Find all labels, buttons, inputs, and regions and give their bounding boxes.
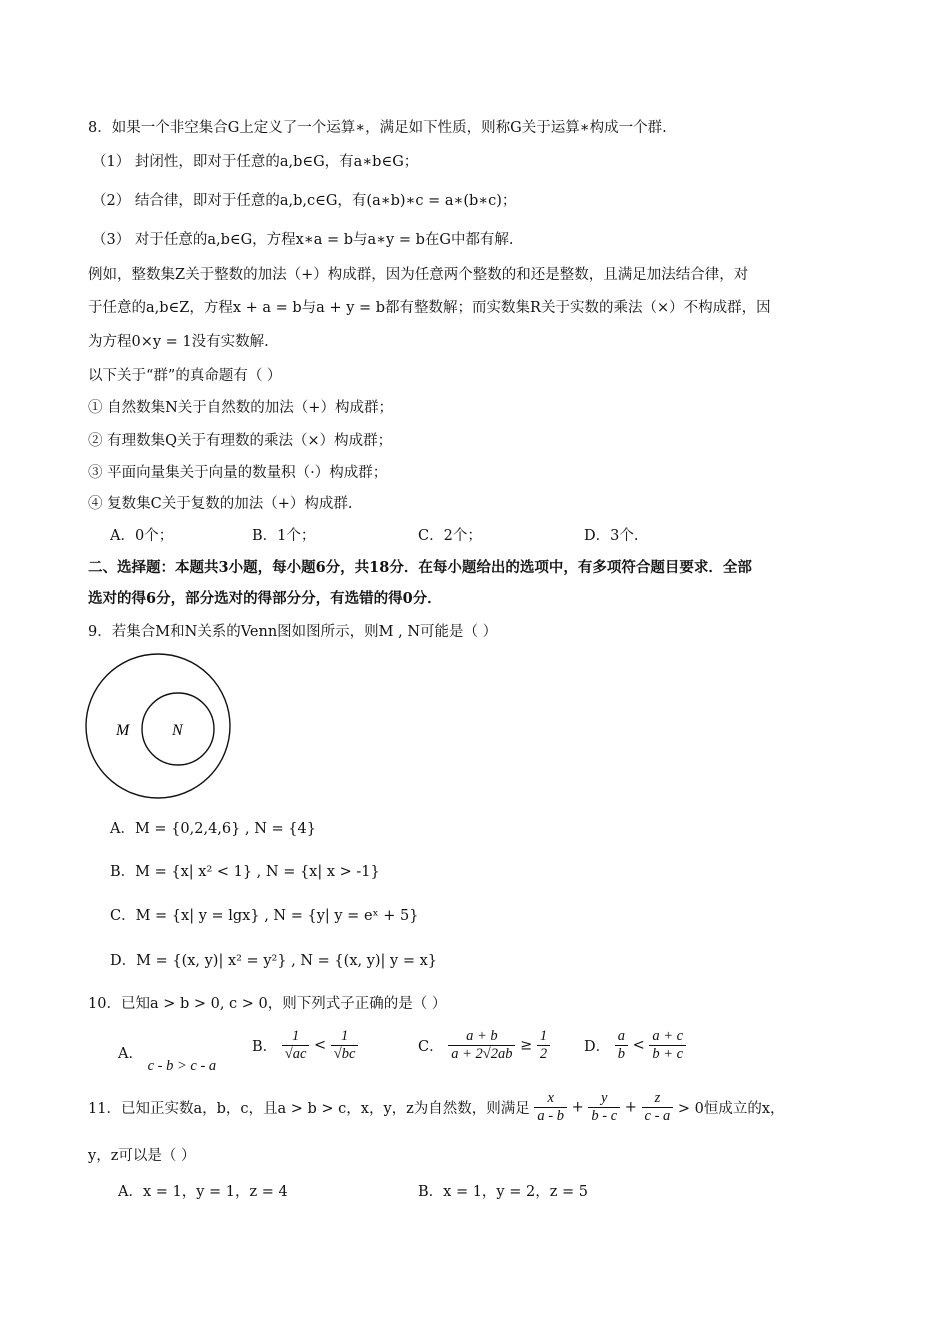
q11-plus-1: + [571, 1099, 584, 1116]
q9-option-d[interactable]: D．M = {(x, y)| x² = y²} , N = {(x, y)| y = x} [110, 953, 438, 969]
q8-option-a[interactable]: A．0个； [110, 528, 174, 544]
venn-label-n: N [172, 722, 183, 739]
q8-option-b[interactable]: B．1个； [252, 528, 316, 544]
q11-fraction-2 [588, 1090, 620, 1125]
venn-outer-circle [86, 654, 230, 798]
q10-option-b-left-fraction [282, 1028, 310, 1063]
q9-option-b[interactable]: B．M = {x| x² < 1} , N = {x| x > -1} [110, 864, 380, 880]
q8-option-d[interactable]: D．3个. [584, 528, 639, 544]
q10-option-b[interactable] [252, 1028, 358, 1063]
q11-plus-2: + [624, 1099, 637, 1116]
q11-fraction-1 [534, 1090, 567, 1125]
q9-option-c[interactable]: C．M = {x| y = lgx} , N = {y| y = eˣ + 5} [110, 908, 419, 924]
q11-stem-line-1 [88, 1090, 785, 1125]
q10-option-b-right-den: √bc [333, 1046, 356, 1062]
q11-option-b[interactable]: B．x = 1，y = 2，z = 5 [418, 1184, 588, 1200]
q8-property-2: （2） 结合律，即对于任意的a,b,c∈G，有(a∗b)∗c = a∗(b∗c)； [92, 193, 517, 209]
q10-option-c-right-den: 2 [539, 1046, 548, 1062]
q8-stem: 8．如果一个非空集合G上定义了一个运算∗，满足如下性质，则称G关于运算∗构成一个群. [88, 120, 667, 136]
q10-option-c-fraction [448, 1028, 515, 1063]
q11-option-a[interactable]: A．x = 1，y = 1，z = 4 [118, 1184, 288, 1200]
q10-option-b-left-num: 1 [282, 1028, 310, 1046]
q8-example-line-3: 为方程0×y = 1没有实数解. [88, 334, 269, 350]
q8-statement-3: ③ 平面向量集关于向量的数量积（·）构成群； [88, 465, 388, 481]
q10-option-b-left-den: √ac [284, 1046, 307, 1062]
q10-option-b-label: B． [252, 1039, 278, 1055]
q10-option-c-right-fraction [537, 1028, 550, 1063]
q8-property-3: （3） 对于任意的a,b∈G，方程x∗a = b与a∗y = b在G中都有解. [92, 232, 514, 248]
q10-option-d[interactable] [584, 1028, 686, 1063]
q9-option-a[interactable]: A．M = {0,2,4,6} , N = {4} [110, 821, 316, 837]
q10-option-c[interactable] [418, 1028, 550, 1063]
q10-option-c-num: a + b [448, 1028, 515, 1046]
q11-fraction-3-num: z [642, 1090, 674, 1108]
q10-option-d-op: < [632, 1037, 645, 1054]
q9-stem: 9．若集合M和N关系的Venn图如图所示，则M , N可能是（ ） [88, 624, 498, 640]
q10-option-d-right-num: a + c [649, 1028, 686, 1046]
q10-option-d-right-den: b + c [652, 1046, 684, 1062]
q11-stem-part-a: 11．已知正实数a，b，c，且a > b > c，x，y，z为自然数，则满足 [88, 1101, 530, 1117]
q8-statement-4: ④ 复数集C关于复数的加法（+）构成群. [88, 496, 353, 512]
q10-option-b-op: < [314, 1037, 327, 1054]
q10-option-a-expr: c - b > c - a [147, 1058, 217, 1074]
q10-option-d-left-fraction [615, 1028, 628, 1063]
q8-example-line-1: 例如，整数集Z关于整数的加法（+）构成群，因为任意两个整数的和还是整数，且满足加法结合律，对 [88, 267, 749, 283]
q8-example-line-2: 于任意的a,b∈Z，方程x + a = b与a + y = b都有整数解；而实数集R关于实数的乘法（×）不构成群，因 [88, 300, 771, 316]
q10-option-c-label: C． [418, 1039, 444, 1055]
q10-option-c-den: a + 2√2ab [451, 1046, 513, 1062]
q11-fraction-3 [642, 1090, 674, 1125]
venn-label-m: M [116, 722, 130, 739]
q10-option-b-right-fraction [331, 1028, 359, 1063]
q11-fraction-2-num: y [588, 1090, 620, 1108]
q11-fraction-2-den: b - c [591, 1108, 618, 1124]
q11-fraction-3-den: c - a [644, 1108, 671, 1124]
q8-property-1: （1） 封闭性，即对于任意的a,b∈G，有a∗b∈G； [92, 154, 419, 170]
q10-option-d-label: D． [584, 1039, 611, 1055]
q10-option-c-right-num: 1 [537, 1028, 550, 1046]
q10-option-c-op: ≥ [520, 1037, 533, 1054]
q10-option-d-left-num: a [615, 1028, 628, 1046]
q10-option-a[interactable] [118, 1044, 217, 1074]
q10-stem: 10．已知a > b > 0, c > 0，则下列式子正确的是（ ） [88, 996, 447, 1012]
q11-fraction-1-den: a - b [537, 1108, 564, 1124]
q8-question: 以下关于“群”的真命题有（ ） [88, 368, 282, 384]
q8-option-c[interactable]: C．2个； [418, 528, 482, 544]
q8-statement-1: ① 自然数集N关于自然数的加法（+）构成群； [88, 400, 393, 416]
q8-statement-2: ② 有理数集Q关于有理数的乘法（×）构成群； [88, 433, 393, 449]
q11-stem-line-2: y，z可以是（ ） [88, 1148, 196, 1164]
section-2-heading-line-1: 二、选择题：本题共3小题，每小题6分，共18分．在每小题给出的选项中，有多项符合题目要求．全部 [88, 559, 752, 576]
venn-diagram [84, 652, 232, 800]
section-2-heading-line-2: 选对的得6分，部分选对的得部分分，有选错的得0分． [88, 590, 442, 607]
q10-option-d-right-fraction [649, 1028, 686, 1063]
q10-option-d-left-den: b [617, 1046, 625, 1062]
q11-stem-part-b: > 0恒成立的x， [677, 1101, 785, 1117]
q10-option-b-right-num: 1 [331, 1028, 359, 1046]
q11-fraction-1-num: x [534, 1090, 567, 1108]
q10-option-a-label: A． [118, 1046, 143, 1062]
